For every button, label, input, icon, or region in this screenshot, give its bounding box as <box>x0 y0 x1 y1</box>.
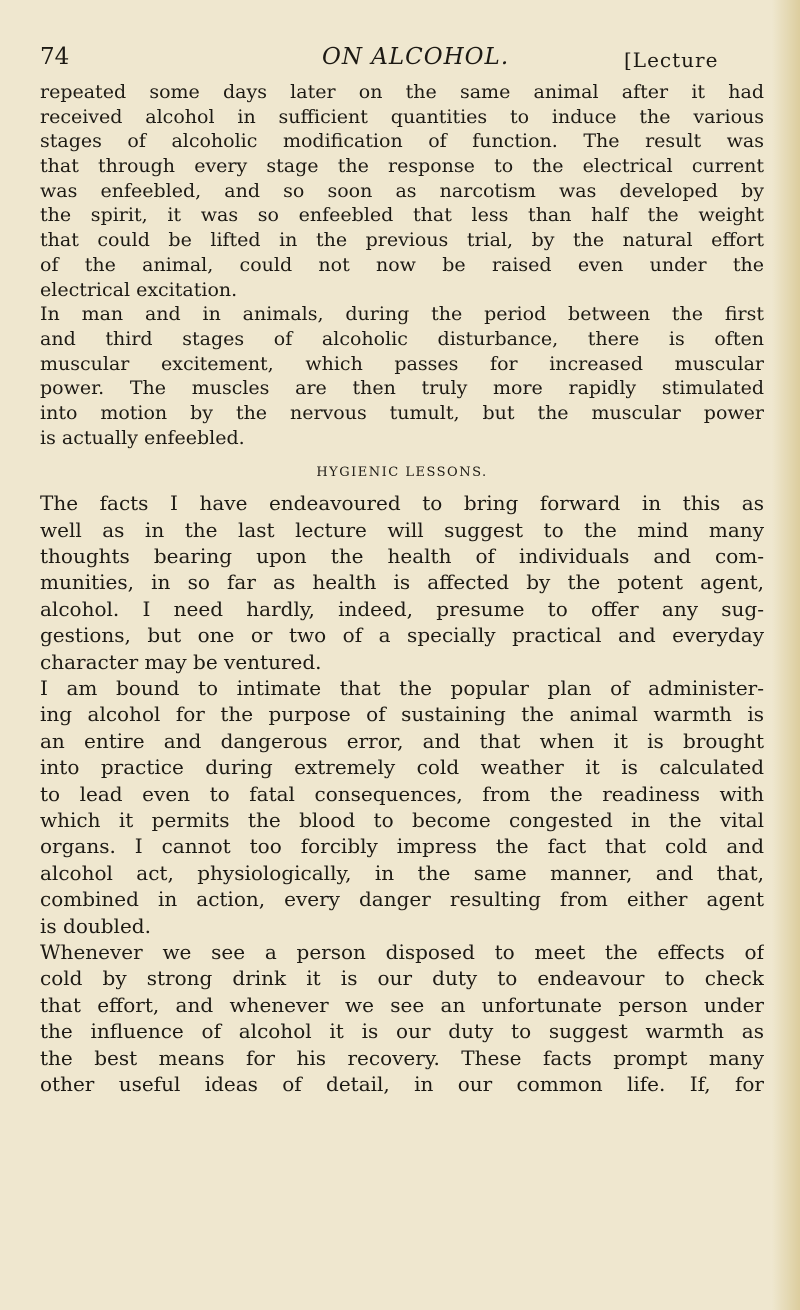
text-line: and third stages of alcoholic disturbance, there is often <box>40 327 764 350</box>
text-line: the best means for his recovery. These facts prompt many <box>40 1045 764 1070</box>
text-line: is actually enfeebled. <box>40 426 245 449</box>
text-line: I am bound to intimate that the popular plan of administer- <box>40 676 764 701</box>
text-line: power. The muscles are then truly more rapidly stimulated <box>40 377 764 400</box>
text-line: into motion by the nervous tumult, but the muscular power <box>40 401 764 424</box>
text-line: an entire and dangerous error, and that when it is brought <box>40 728 764 753</box>
text-line: which it permits the blood to become congested in the vital <box>40 808 764 832</box>
text-line: other useful ideas of detail, in our common life. If, for <box>40 1071 764 1096</box>
text-line: of the animal, could not now be raised even under the <box>40 253 764 276</box>
page-number: 74 <box>40 44 70 70</box>
paragraph-block-1 <box>40 80 764 450</box>
running-title: ON ALCOHOL. <box>322 44 510 70</box>
text-line: the influence of alcohol it is our duty to suggest warmth as <box>40 1019 764 1044</box>
text-line: alcohol. I need hardly, indeed, presume to offer any sug- <box>40 596 764 621</box>
text-line: combined in action, every danger resulting from either agent <box>40 887 764 912</box>
text-line: electrical excitation. <box>40 278 238 301</box>
body-text <box>40 80 764 1097</box>
text-line: The facts I have endeavoured to bring forward in this as <box>40 491 764 516</box>
text-line: is doubled. <box>40 913 151 938</box>
text-line: repeated some days later on the same animal after it had <box>40 81 764 103</box>
text-line: alcohol act, physiologically, in the same manner, and that, <box>40 860 764 885</box>
text-line: the spirit, it was so enfeebled that less than half the weight <box>40 204 764 227</box>
text-line: thoughts bearing upon the health of individuals and com- <box>40 544 764 569</box>
text-line: In man and in animals, during the period between the first <box>40 303 764 326</box>
text-line: well as in the last lecture will suggest to the mind many <box>40 517 764 542</box>
text-line: Whenever we see a person disposed to meet the effects of <box>40 939 764 964</box>
paragraph-block-2 <box>40 490 764 1097</box>
text-line: received alcohol in sufficient quantities to induce the various <box>40 105 764 128</box>
section-heading: HYGIENIC LESSONS. <box>316 465 488 481</box>
text-line: into practice during extremely cold weather it is calculated <box>40 755 764 780</box>
text-line: cold by strong drink it is our duty to endeavour to check <box>40 966 764 991</box>
page-edge-shadow <box>772 0 800 1310</box>
text-line: character may be ventured. <box>40 649 322 674</box>
running-section: [Lecture <box>624 48 719 72</box>
text-line: stages of alcoholic modification of function. The result was <box>40 130 764 153</box>
running-head <box>40 42 764 78</box>
text-line: gestions, but one or two of a specially practical and everyday <box>40 623 764 648</box>
text-line: that through every stage the response to the electrical current <box>40 155 764 178</box>
text-line: that could be lifted in the previous trial, by the natural effort <box>40 229 764 252</box>
text-line: was enfeebled, and so soon as narcotism was developed by <box>40 179 764 202</box>
text-line: ing alcohol for the purpose of sustaining the animal warmth is <box>40 702 764 727</box>
text-line: muscular excitement, which passes for increased muscular <box>40 352 764 375</box>
text-line: organs. I cannot too forcibly impress the fact that cold and <box>40 834 764 859</box>
text-line: munities, in so far as health is affected by the potent agent, <box>40 570 764 595</box>
text-line: that effort, and whenever we see an unfortunate person under <box>40 992 764 1017</box>
text-line: to lead even to fatal consequences, from the readiness with <box>40 781 764 806</box>
